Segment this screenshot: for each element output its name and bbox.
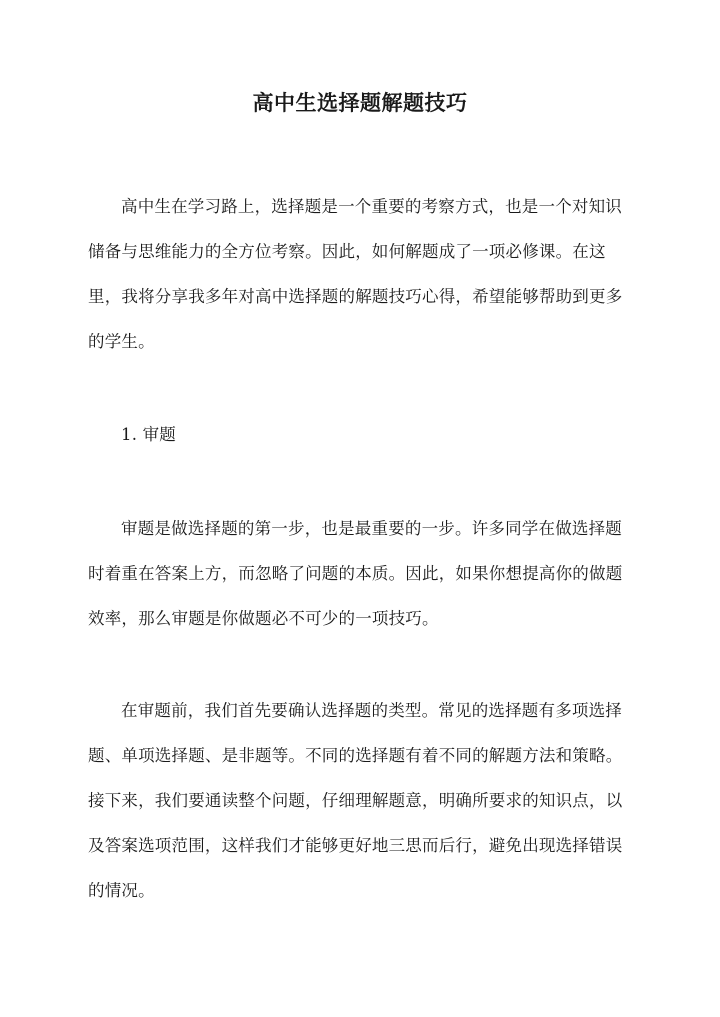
paragraph-intro: 高中生在学习路上，选择题是一个重要的考察方式，也是一个对知识储备与思维能力的全方位考察。因此，如何解题成了一项必修课。在这里，我将分享我多年对高中选择题的解题技巧心得，希望能够帮助到更多的学生。 <box>88 197 623 351</box>
document-title: 高中生选择题解题技巧 <box>252 90 468 115</box>
paragraph-review-importance: 审题是做选择题的第一步，也是最重要的一步。许多同学在做选择题时着重在答案上方，而忽略了问题的本质。因此，如果你想提高你的做题效率，那么审题是你做题必不可少的一项技巧。 <box>88 519 623 628</box>
section-heading-review: 1. 审题 <box>121 425 176 444</box>
paragraph-review-method: 在审题前，我们首先要确认选择题的类型。常见的选择题有多项选择题、单项选择题、是非题等。不同的选择题有着不同的解题方法和策略。接下来，我们要通读整个问题，仔细理解题意，明确所要求的知识点，以及答案选项范围，这样我们才能够更好地三思而后行，避免出现选择错误的情况。 <box>88 701 623 900</box>
